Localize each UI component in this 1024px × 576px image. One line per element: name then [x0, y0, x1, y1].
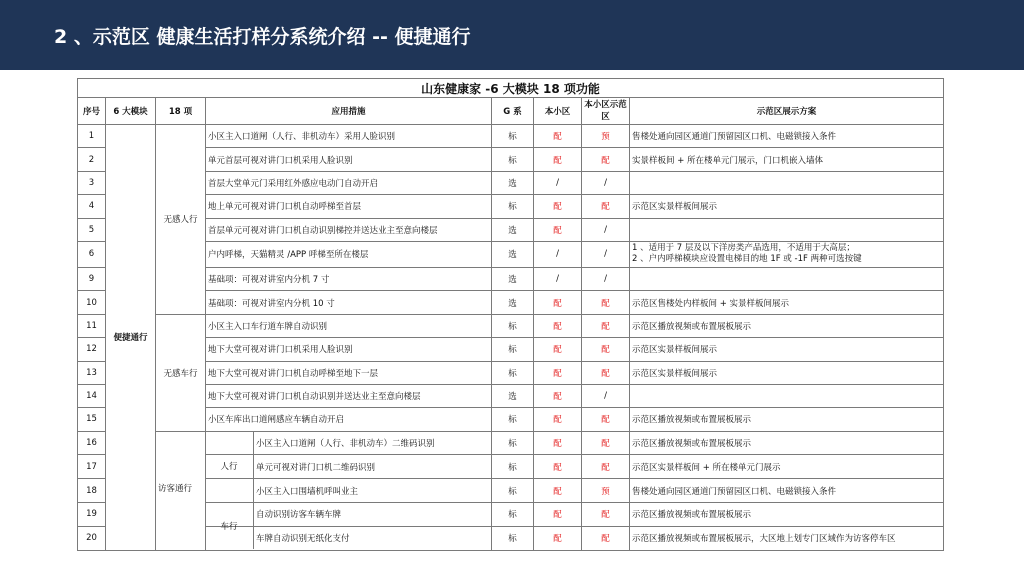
- row-no: 10: [78, 291, 106, 314]
- plan-cell: [630, 171, 944, 194]
- demo-cell: 配: [582, 408, 630, 431]
- plan-cell: [630, 241, 944, 267]
- demo-cell: 预: [582, 479, 630, 503]
- community-cell: 配: [534, 455, 582, 479]
- community-cell: 配: [534, 503, 582, 527]
- demo-cell: 配: [582, 314, 630, 337]
- g-cell: 标: [492, 361, 534, 384]
- measure-cell: [206, 479, 492, 503]
- visitor-group-label: 访客通行: [158, 483, 193, 494]
- group-cell: 无感车行: [156, 314, 206, 431]
- demo-cell: 预: [582, 125, 630, 148]
- community-cell: 配: [534, 408, 582, 431]
- module-cell: 便捷通行: [106, 125, 156, 551]
- row-no: 3: [78, 171, 106, 194]
- page-title: 2 、示范区 健康生活打样分系统介绍 -- 便捷通行: [54, 26, 471, 48]
- row-no: 14: [78, 384, 106, 407]
- demo-cell: 配: [582, 361, 630, 384]
- plan-line: 1 、适用于 7 层及以下洋房类产品选用，不适用于大高层；: [632, 243, 855, 254]
- g-cell: 标: [492, 479, 534, 503]
- demo-cell: 配: [582, 503, 630, 527]
- measure-cell: 户内呼梯，天猫精灵 /APP 呼梯至所在楼层: [206, 241, 492, 267]
- measure-cell: 基础项：可视对讲室内分机 7 寸: [206, 267, 492, 290]
- group-cell: 无感人行: [156, 125, 206, 315]
- demo-cell: 配: [582, 291, 630, 314]
- community-cell: 配: [534, 479, 582, 503]
- plan-cell: 示范区播放视频或布置展板展示，大区地上划专门区域作为访客停车区: [630, 526, 944, 550]
- g-cell: 标: [492, 503, 534, 527]
- plan-cell: 售楼处通向园区通道门预留园区口机、电磁锁接入条件: [630, 479, 944, 503]
- row-no: 17: [78, 455, 106, 479]
- subgroup-pedestrian-label: 人行: [220, 462, 238, 473]
- measure-cell: 地下大堂可视对讲门口机自动识别并送达业主至意向楼层: [206, 384, 492, 407]
- row-no: 11: [78, 314, 106, 337]
- plan-cell: 实景样板间 + 所在楼单元门展示，门口机嵌入墙体: [630, 148, 944, 171]
- table-row: [78, 267, 944, 290]
- plan-cell: 示范区实景样板间展示: [630, 361, 944, 384]
- feature-table: [77, 78, 944, 551]
- demo-cell: 配: [582, 431, 630, 455]
- community-cell: 配: [534, 148, 582, 171]
- measure-cell: 小区主入口车行道车牌自动识别: [206, 314, 492, 337]
- plan-cell: 示范区实景样板间展示: [630, 338, 944, 361]
- measure-cell: 地下大堂可视对讲门口机采用人脸识别: [206, 338, 492, 361]
- measure-cell: 基础项：可视对讲室内分机 10 寸: [206, 291, 492, 314]
- table-title: 山东健康家 -6 大模块 18 项功能: [78, 79, 944, 98]
- demo-cell: 配: [582, 455, 630, 479]
- row-no: 12: [78, 338, 106, 361]
- table-row: [78, 291, 944, 314]
- community-cell: 配: [534, 526, 582, 550]
- col-header-community: 本小区: [534, 98, 582, 125]
- col-header-module: 6 大模块: [106, 98, 156, 125]
- plan-cell: 示范区实景样板间展示: [630, 195, 944, 218]
- plan-cell: 示范区播放视频或布置展板展示: [630, 431, 944, 455]
- measure-cell: 单元首层可视对讲门口机采用人脸识别: [206, 148, 492, 171]
- visitor-group: [156, 432, 205, 550]
- table-row: [78, 431, 944, 455]
- plan-cell: [630, 267, 944, 290]
- col-header-items: 18 项: [156, 98, 206, 125]
- g-cell: 选: [492, 291, 534, 314]
- g-cell: 标: [492, 431, 534, 455]
- measure-cell: 地下大堂可视对讲门口机自动呼梯至地下一层: [206, 361, 492, 384]
- plan-cell: 示范区播放视频或布置展板展示: [630, 408, 944, 431]
- table-row: [78, 479, 944, 503]
- plan-cell: [630, 384, 944, 407]
- measure-cell: [206, 431, 492, 455]
- row-no: 16: [78, 431, 106, 455]
- table-row: [78, 384, 944, 407]
- table-row: [78, 338, 944, 361]
- measure-text: 小区主入口道闸（人行、非机动车）二维码识别: [256, 439, 435, 450]
- measure-cell: [206, 455, 492, 479]
- community-cell: 配: [534, 218, 582, 241]
- measure-cell: [206, 526, 492, 550]
- row-no: 4: [78, 195, 106, 218]
- title-bar: [0, 0, 1024, 70]
- table-row: [78, 171, 944, 194]
- g-cell: 选: [492, 171, 534, 194]
- header-row: [78, 98, 944, 125]
- table-row: [78, 408, 944, 431]
- g-cell: 标: [492, 455, 534, 479]
- plan-cell: 示范区实景样板间 + 所在楼单元门展示: [630, 455, 944, 479]
- g-cell: 标: [492, 526, 534, 550]
- measure-text: 车牌自动识别无纸化支付: [256, 534, 350, 545]
- col-header-plan: 示范区展示方案: [630, 98, 944, 125]
- row-no: 5: [78, 218, 106, 241]
- table-row: [78, 503, 944, 527]
- measure-cell: 首层大堂单元门采用红外感应电动门自动开启: [206, 171, 492, 194]
- g-cell: 标: [492, 148, 534, 171]
- col-header-measure: 应用措施: [206, 98, 492, 125]
- measure-cell: 小区车库出口道闸感应车辆自动开启: [206, 408, 492, 431]
- g-cell: 选: [492, 218, 534, 241]
- row-no: 19: [78, 503, 106, 527]
- plan-line: 2 、户内呼梯模块应设置电梯目的地 1F 或 -1F 两种可选按键: [632, 254, 862, 265]
- demo-cell: 配: [582, 338, 630, 361]
- community-cell: /: [534, 267, 582, 290]
- row-no: 20: [78, 526, 106, 550]
- g-cell: 标: [492, 125, 534, 148]
- community-cell: 配: [534, 338, 582, 361]
- table-row: [78, 455, 944, 479]
- row-no: 9: [78, 267, 106, 290]
- demo-cell: 配: [582, 526, 630, 550]
- measure-text: 小区主入口围墙机呼叫业主: [256, 486, 359, 497]
- table-row: [78, 125, 944, 148]
- demo-cell: /: [582, 267, 630, 290]
- col-header-g: G 系: [492, 98, 534, 125]
- g-cell: 选: [492, 267, 534, 290]
- row-no: 15: [78, 408, 106, 431]
- plan-cell: 示范区播放视频或布置展板展示: [630, 503, 944, 527]
- table-row: [78, 526, 944, 550]
- community-cell: 配: [534, 384, 582, 407]
- measure-text: 自动识别访客车辆车牌: [256, 510, 342, 521]
- col-header-no: 序号: [78, 98, 106, 125]
- demo-cell: 配: [582, 148, 630, 171]
- table-row: [78, 195, 944, 218]
- plan-cell: 示范区播放视频或布置展板展示: [630, 314, 944, 337]
- row-no: 6: [78, 241, 106, 267]
- table-row: [78, 148, 944, 171]
- table-row: [78, 241, 944, 267]
- measure-cell: 首层单元可视对讲门口机自动识别梯控并送达业主至意向楼层: [206, 218, 492, 241]
- community-cell: 配: [534, 361, 582, 384]
- row-no: 2: [78, 148, 106, 171]
- table-row: [78, 361, 944, 384]
- demo-cell: /: [582, 384, 630, 407]
- col-header-demo: 本小区示范区: [582, 98, 630, 125]
- demo-cell: 配: [582, 195, 630, 218]
- row-no: 18: [78, 479, 106, 503]
- measure-text: 单元可视对讲门口机二维码识别: [256, 462, 376, 473]
- table-row: [78, 314, 944, 337]
- plan-cell: [630, 218, 944, 241]
- community-cell: /: [534, 171, 582, 194]
- community-cell: 配: [534, 291, 582, 314]
- plan-cell: 售楼处通向园区通道门预留园区口机、电磁锁接入条件: [630, 125, 944, 148]
- community-cell: 配: [534, 125, 582, 148]
- community-cell: 配: [534, 431, 582, 455]
- g-cell: 选: [492, 384, 534, 407]
- community-cell: /: [534, 241, 582, 267]
- demo-cell: /: [582, 241, 630, 267]
- table-row: [78, 218, 944, 241]
- measure-cell: 地上单元可视对讲门口机自动呼梯至首层: [206, 195, 492, 218]
- demo-cell: /: [582, 171, 630, 194]
- g-cell: 选: [492, 241, 534, 267]
- measure-cell: [206, 503, 492, 527]
- g-cell: 标: [492, 338, 534, 361]
- community-cell: 配: [534, 195, 582, 218]
- g-cell: 标: [492, 408, 534, 431]
- group-cell: [156, 431, 206, 550]
- g-cell: 标: [492, 195, 534, 218]
- measure-cell: 小区主入口道闸（人行、非机动车）采用人脸识别: [206, 125, 492, 148]
- demo-cell: /: [582, 218, 630, 241]
- plan-cell: 示范区售楼处内样板间 + 实景样板间展示: [630, 291, 944, 314]
- row-no: 1: [78, 125, 106, 148]
- row-no: 13: [78, 361, 106, 384]
- subgroup-vehicle-label: 车行: [220, 521, 238, 532]
- g-cell: 标: [492, 314, 534, 337]
- community-cell: 配: [534, 314, 582, 337]
